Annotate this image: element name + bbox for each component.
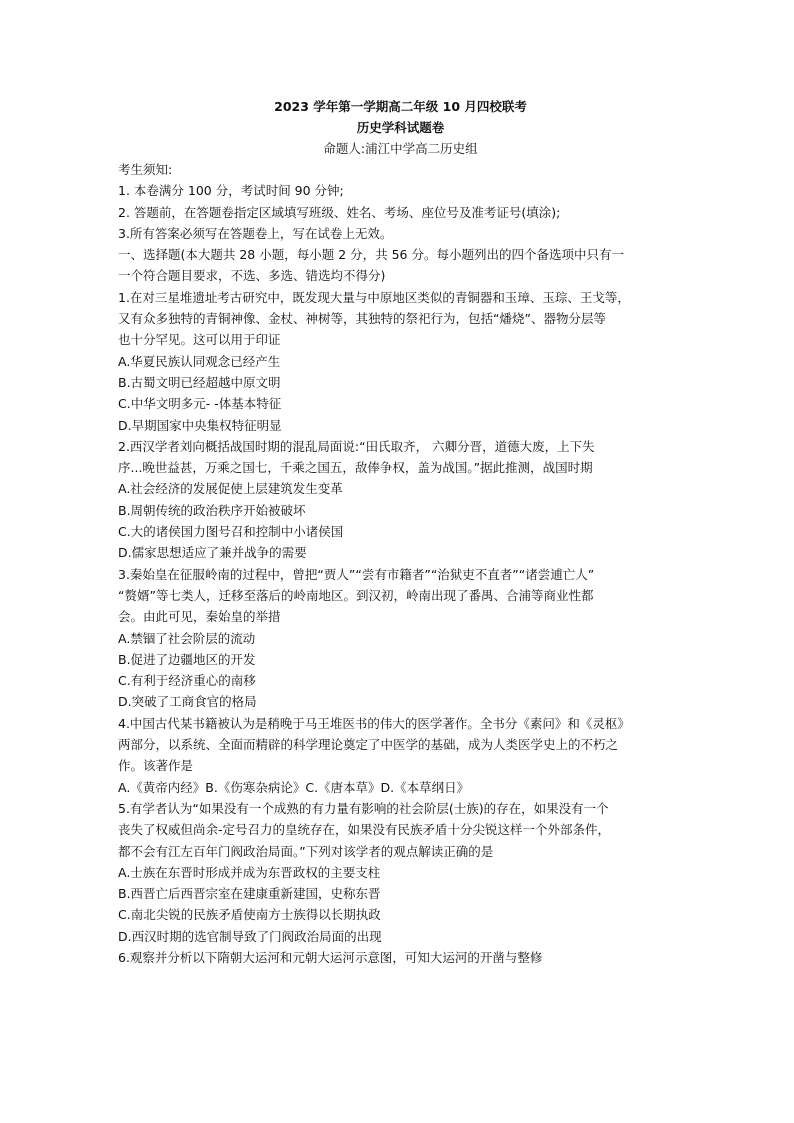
exam-title: 2023 学年第一学期高二年级 10 月四校联考 [274,99,527,114]
notice-item: 2. 答题前，在答题卷指定区域填写班级、姓名、考场、座位号及准考证号(填涂); [118,204,561,220]
option-d: D.儒家思想适应了兼并战争的需要 [118,545,307,561]
question-text: 也十分罕见。这可以用于印证 [118,332,281,348]
section-heading-line: 一、选择题(本大题共 28 小题，每小题 2 分，共 56 分。每小题列出的四个备选项中只有一 [118,247,624,263]
section-heading-line: 一个符合题目要求，不选、多选、错选均不得分) [118,268,386,284]
question-text: 1.在对三星堆遗址考古研究中，既发现大量与中原地区类似的青铜器和玉璋、玉琮、王戈等， [118,289,630,305]
question-text: 5.有学者认为“如果没有一个成熟的有力量有影响的社会阶层(士族)的存在，如果没有一个 [118,800,609,816]
option-b: B.西晋亡后西晋宗室在建康重新建国，史称东晋 [118,886,381,902]
options-row: A.《黄帝内经》B.《伤寒杂病论》C.《唐本草》D.《本草纲日》 [118,779,470,795]
option-b: B.周朝传统的政治秩序开始被破坏 [118,502,306,518]
option-d: D.突破了工商食官的格局 [118,694,257,710]
question-text: 2.西汉学者刘向概括战国时期的混乱局面说:“田氏取齐， 六卿分晋，道德大废，上下失 [118,438,595,454]
option-d: D.西汉时期的选官制导致了门阀政治局面的出现 [118,928,382,944]
option-a: A.社会经济的发展促使上层建筑发生变革 [118,481,343,497]
question-3 [118,564,683,713]
subject-title: 历史学科试题卷 [356,120,445,135]
notice-item: 3.所有答案必须写在答题卷上，写在试卷上无效。 [118,225,393,241]
author-line: 命题人:浦江中学高二历史组 [323,141,478,156]
question-text: “赘婿”等七类人，迁移至落后的岭南地区。到汉初，岭南出现了番禺、合浦等商业性都 [118,587,594,603]
question-text: 6.观察并分析以下隋朝大运河和元朝大运河示意图，可知大运河的开凿与整修 [118,949,543,965]
question-text: 序...晚世益甚，万乘之国七，千乘之国五，敌俸争权，盖为战国。”据此推测，战国时期 [118,460,593,476]
question-text: 都不会有江左百年门阀政治局面。”下列对该学者的观点解读正确的是 [118,843,494,859]
question-text: 丧失了权威但尚余-定号召力的皇统存在，如果没有民族矛盾十分尖锐这样一个外部条件， [118,822,611,838]
question-5 [118,798,683,947]
section-heading [118,244,683,287]
question-text: 又有众多独特的青铜神像、金杖、神树等，其独特的祭祀行为，包括“燔烧”、器物分层等 [118,311,606,327]
option-b: B.促进了边疆地区的开发 [118,651,256,667]
option-c: C.大的诸侯国力图号召和控制中小诸侯国 [118,524,344,540]
exam-page [118,96,683,968]
question-text: 作。该著作是 [118,758,194,774]
question-text: 两部分，以系统、全面而精辟的科学理论奠定了中医学的基础，成为人类医学史上的不朽之 [118,737,619,753]
option-a: A.禁锢了社会阶层的流动 [118,630,256,646]
question-text: 3.秦始皇在征服岭南的过程中，曾把“贾人”“尝有市籍者”“治狱吏不直者”“诸尝逋亡人” [118,566,595,582]
option-d: D.早期国家中央集权特征明显 [118,417,282,433]
option-c: C.中华文明多元- -体基本特征 [118,396,282,412]
option-a: A.士族在东晋时形成并成为东晋政权的主要支柱 [118,864,381,880]
option-b: B.古蜀文明已经超越中原文明 [118,374,281,390]
question-2 [118,436,683,564]
option-c: C.南北尖锐的民族矛盾使南方士族得以长期执政 [118,907,381,923]
notice-item: 1. 本卷满分 100 分，考试时间 90 分钟; [118,183,344,199]
option-c: C.有利于经济重心的南移 [118,673,256,689]
question-6 [118,947,683,968]
question-1 [118,287,683,436]
option-a: A.华夏民族认同观念已经产生 [118,353,281,369]
notice-block [118,159,683,244]
question-text: 4.中国古代某书籍被认为是稍晚于马王堆医书的伟大的医学著作。全书分《素问》和《灵枢》 [118,715,630,731]
question-4 [118,713,683,798]
notice-heading: 考生须知: [118,162,173,177]
question-text: 会。由此可见，秦始皇的举措 [118,609,281,625]
